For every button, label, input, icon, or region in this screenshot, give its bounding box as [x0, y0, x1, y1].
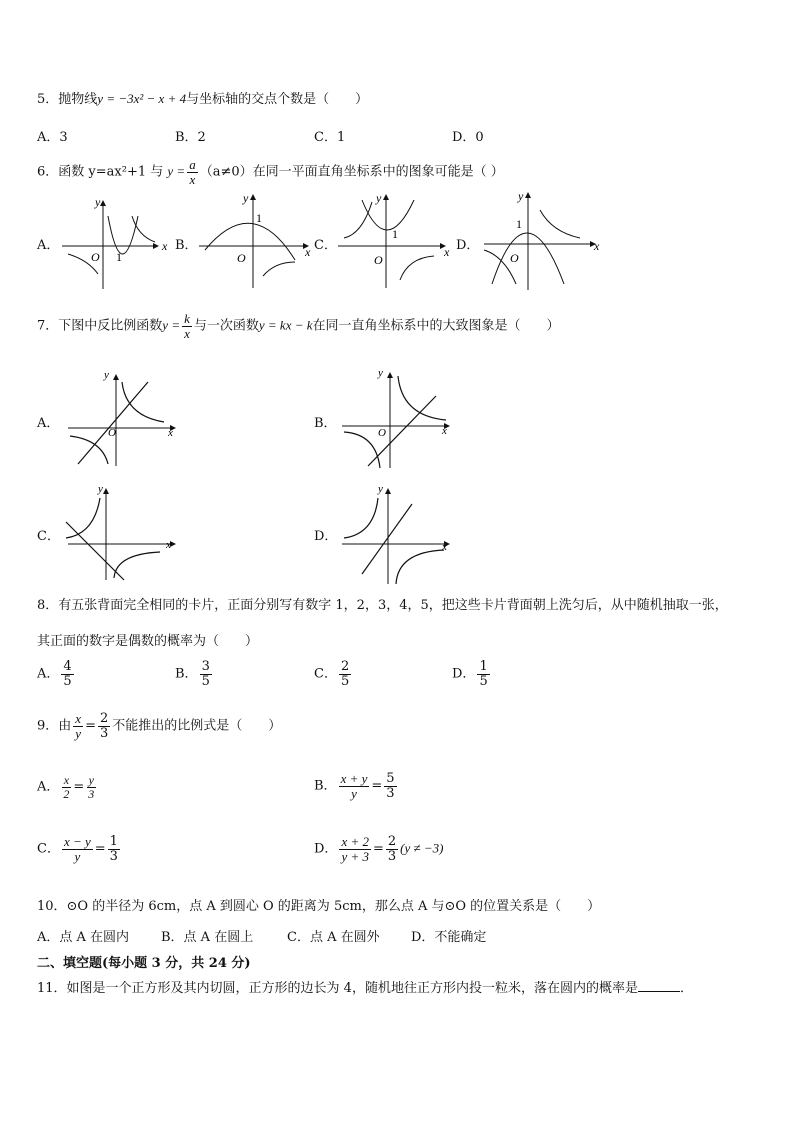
svg-text:y: y: [104, 369, 109, 381]
q6-label-b: B．: [175, 238, 198, 253]
q7-label-a: A．: [37, 416, 60, 431]
q8-option-c: C． $\frac{2}{5}$: [314, 659, 350, 689]
svg-text:y: y: [518, 189, 524, 203]
svg-text:y: y: [378, 368, 383, 379]
svg-text:O: O: [374, 253, 383, 267]
q9-option-b: B． $\frac{x + y}{y}$ = $\frac{5}{3}$: [314, 771, 395, 801]
q5-stem: 5．抛物线y = −3x² − x + 4与坐标轴的交点个数是（ ）: [37, 91, 369, 107]
svg-text:O: O: [378, 427, 386, 439]
q9-option-a: A． $\frac{x}{2}$ = $\frac{y}{3}$: [37, 773, 95, 801]
q9-option-c: C． $\frac{x - y}{y}$ = $\frac{1}{3}$: [37, 834, 118, 864]
q7-stem: 7．下图中反比例函数y = $\frac{k}{x}$ 与一次函数y = kx − k在同一直角坐标系中的大致图象是（ ）: [37, 311, 560, 341]
q11-stem: 11．如图是一个正方形及其内切圆，正方形的边长为 4，随机地往正方形内投一粒米，落在圆内的概率是 ．: [37, 981, 693, 996]
q7-graph-c: [64, 484, 184, 582]
q8-stem-line2: 其正面的数字是偶数的概率为（ ）: [37, 634, 259, 649]
svg-text:y: y: [243, 191, 249, 205]
y-axis-label: y: [95, 195, 101, 209]
q7-graph-b: [338, 368, 458, 470]
q7-graph-a: [64, 368, 184, 468]
answer-blank[interactable]: [638, 979, 680, 992]
svg-text:x: x: [166, 539, 171, 551]
q9-option-d: D． $\frac{x + 2}{y + 3}$ = $\frac{2}{3}$ (y ≠ −3): [314, 834, 444, 864]
svg-text:x: x: [594, 239, 600, 253]
svg-text:x: x: [168, 427, 173, 439]
q10-option-d: D．不能确定: [411, 930, 487, 945]
q10-option-b: B．点 A 在圆上: [161, 930, 254, 945]
svg-text:y: y: [378, 484, 383, 495]
q6-graph-c: [334, 190, 454, 290]
q10-option-a: A．点 A 在圆内: [37, 930, 130, 945]
q10-stem: 10．⊙O 的半径为 6cm，点 A 到圆心 O 的距离为 5cm，那么点 A 与⊙O 的位置关系是（ ）: [37, 899, 601, 914]
q9-stem: 9．由 $\frac{x}{y}$ = $\frac{2}{3}$ 不能推出的比例式是（ ）: [37, 711, 282, 741]
q7-label-d: D．: [314, 529, 338, 544]
svg-text:y: y: [376, 191, 382, 205]
svg-text:O: O: [510, 251, 519, 265]
svg-text:y: y: [98, 484, 103, 495]
svg-text:O: O: [108, 427, 116, 439]
q8-option-d: D． $\frac{1}{5}$: [452, 659, 488, 689]
tick-one-label: 1: [116, 250, 122, 264]
q5-option-a: A．3: [37, 130, 68, 145]
svg-text:x: x: [442, 425, 447, 437]
svg-text:x: x: [442, 541, 447, 553]
q8-stem-line1: 8．有五张背面完全相同的卡片，正面分别写有数字 1，2，3，4，5，把这些卡片背面朝上洗匀后，从中随机抽取一张，: [37, 598, 728, 613]
q8-option-a: A． $\frac{4}{5}$: [37, 659, 72, 689]
origin-label: O: [91, 250, 100, 264]
svg-text:1: 1: [392, 227, 398, 241]
q6-graph-b: [195, 190, 315, 290]
section-heading-fill-in: 二、填空题(每小题 3 分，共 24 分): [37, 956, 251, 971]
q6-graph-d: [480, 188, 605, 294]
svg-text:1: 1: [256, 211, 262, 225]
q6-graph-a: [58, 194, 168, 294]
q7-graph-d: [338, 484, 458, 586]
q6-label-a: A．: [37, 238, 60, 253]
q7-label-b: B．: [314, 416, 337, 431]
svg-text:1: 1: [516, 217, 522, 231]
q5-option-d: D．0: [452, 130, 484, 145]
q5-option-c: C．1: [314, 130, 346, 145]
svg-text:x: x: [305, 245, 311, 259]
q5-formula: y = −3x² − x + 4: [97, 91, 187, 106]
q6-stem: 6．函数 y=ax²+1 与 y = $\frac{a}{x}$ （a≠0）在同一平面直角坐标系中的图象可能是（ ）: [37, 157, 504, 187]
svg-text:x: x: [444, 245, 450, 259]
q5-option-b: B．2: [175, 130, 206, 145]
q7-label-c: C．: [37, 529, 60, 544]
q8-option-b: B． $\frac{3}{5}$: [175, 659, 210, 689]
q6-label-d: D．: [456, 238, 480, 253]
q10-option-c: C．点 A 在圆外: [287, 930, 380, 945]
q6-label-c: C．: [314, 238, 337, 253]
x-axis-label: x: [162, 239, 168, 253]
svg-text:O: O: [237, 251, 246, 265]
